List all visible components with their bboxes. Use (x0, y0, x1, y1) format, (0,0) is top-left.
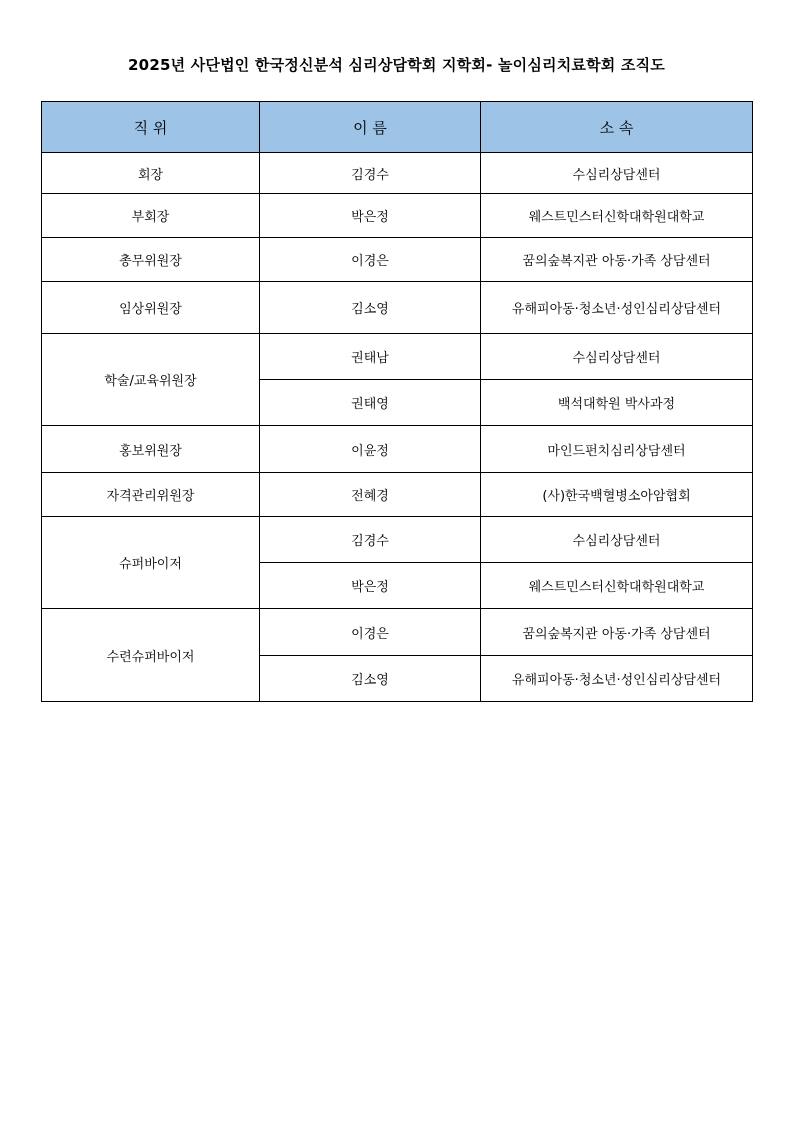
position-cell: 회장 (42, 153, 260, 194)
affiliation-cell: 유해피아동·청소년·성인심리상담센터 (481, 656, 753, 702)
name-cell: 박은정 (260, 194, 481, 238)
name-cell: 김소영 (260, 282, 481, 334)
page-title: 2025년 사단법인 한국정신분석 심리상담학회 지학회- 놀이심리치료학회 조직도 (128, 56, 665, 74)
position-cell: 학술/교육위원장 (42, 334, 260, 426)
header-affiliation: 소 속 (481, 102, 753, 153)
affiliation-cell: 수심리상담센터 (481, 334, 753, 380)
name-cell: 박은정 (260, 563, 481, 609)
name-cell: 이경은 (260, 609, 481, 656)
table-header-row (42, 102, 753, 153)
table-row (42, 194, 753, 238)
name-cell: 권태영 (260, 380, 481, 426)
name-cell: 김경수 (260, 517, 481, 563)
affiliation-cell: (사)한국백혈병소아암협회 (481, 473, 753, 517)
position-cell: 임상위원장 (42, 282, 260, 334)
table-row (42, 473, 753, 517)
affiliation-cell: 마인드펀치심리상담센터 (481, 426, 753, 473)
name-cell: 김소영 (260, 656, 481, 702)
header-position: 직 위 (42, 102, 260, 153)
affiliation-cell: 유해피아동·청소년·성인심리상담센터 (481, 282, 753, 334)
header-name: 이 름 (260, 102, 481, 153)
position-cell: 수련슈퍼바이저 (42, 609, 260, 702)
name-cell: 권태남 (260, 334, 481, 380)
position-cell: 슈퍼바이저 (42, 517, 260, 609)
table-row (42, 238, 753, 282)
affiliation-cell: 꿈의숲복지관 아동·가족 상담센터 (481, 238, 753, 282)
position-cell: 홍보위원장 (42, 426, 260, 473)
affiliation-cell: 웨스트민스터신학대학원대학교 (481, 563, 753, 609)
affiliation-cell: 웨스트민스터신학대학원대학교 (481, 194, 753, 238)
table-row (42, 426, 753, 473)
table-row (42, 517, 753, 563)
affiliation-cell: 백석대학원 박사과정 (481, 380, 753, 426)
affiliation-cell: 수심리상담센터 (481, 153, 753, 194)
name-cell: 전혜경 (260, 473, 481, 517)
affiliation-cell: 꿈의숲복지관 아동·가족 상담센터 (481, 609, 753, 656)
name-cell: 이경은 (260, 238, 481, 282)
org-chart-table (41, 101, 753, 702)
position-cell: 자격관리위원장 (42, 473, 260, 517)
table-row (42, 334, 753, 380)
affiliation-cell: 수심리상담센터 (481, 517, 753, 563)
position-cell: 부회장 (42, 194, 260, 238)
table-row (42, 609, 753, 656)
position-cell: 총무위원장 (42, 238, 260, 282)
table-row (42, 153, 753, 194)
name-cell: 이윤정 (260, 426, 481, 473)
name-cell: 김경수 (260, 153, 481, 194)
table-row (42, 282, 753, 334)
